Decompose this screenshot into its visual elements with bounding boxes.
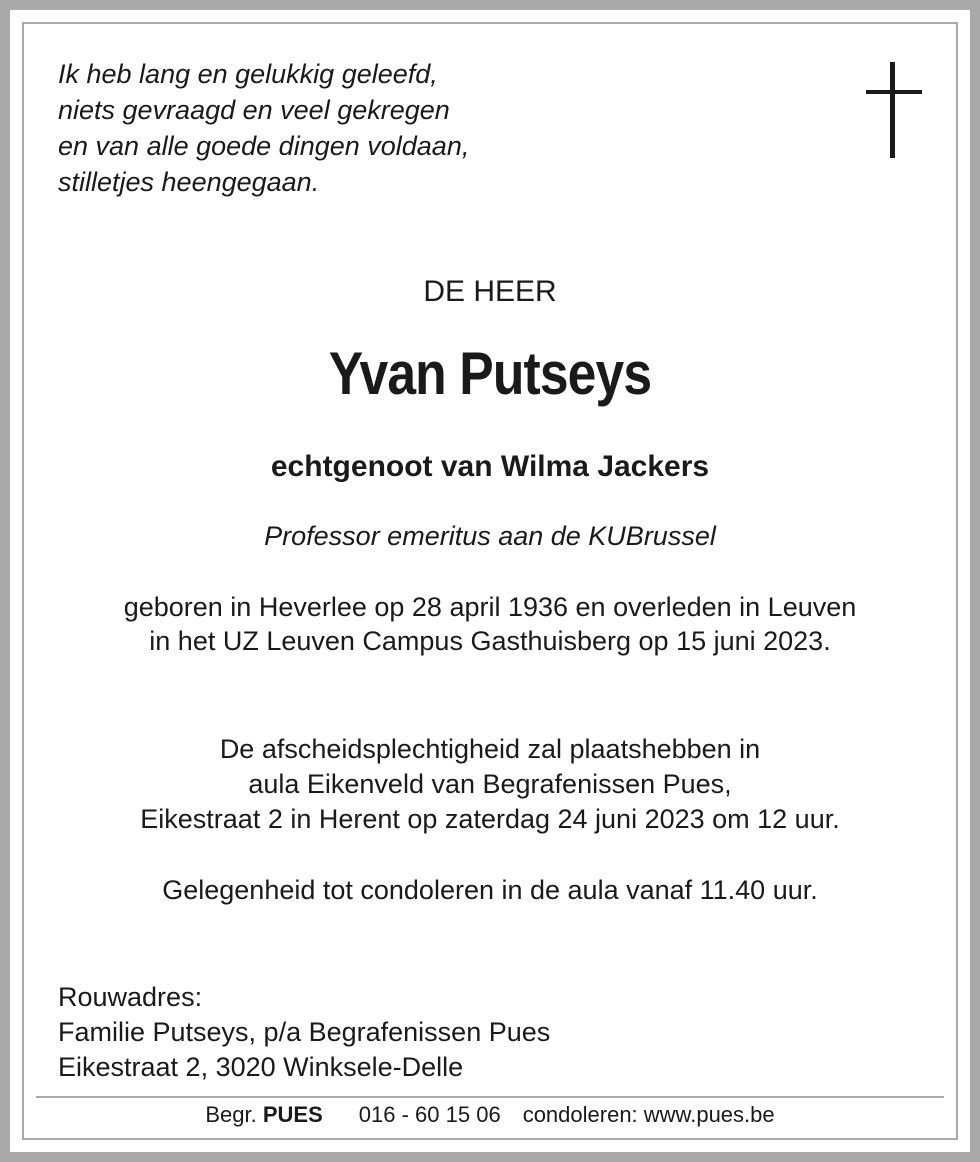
- ceremony-paragraph: [0, 732, 980, 837]
- ceremony-line: Eikestraat 2 in Herent op zaterdag 24 juni 2023 om 12 uur.: [140, 804, 840, 834]
- profession-line: Professor emeritus aan de KUBrussel: [264, 521, 716, 551]
- footer-prefix: Begr.: [205, 1102, 257, 1127]
- ceremony-line: De afscheidsplechtigheid zal plaatshebben in: [219, 734, 761, 764]
- condolence-time: Gelegenheid tot condoleren in de aula vanaf 11.40 uur.: [162, 875, 818, 905]
- birth-death-line: geboren in Heverlee op 28 april 1936 en overleden in Leuven: [123, 592, 857, 622]
- spouse-line: echtgenoot van Wilma Jackers: [270, 450, 710, 483]
- birth-death-paragraph: [0, 590, 980, 658]
- footer-divider: [36, 1096, 944, 1098]
- footer: [0, 1101, 980, 1129]
- poem-line: stilletjes heengegaan.: [58, 167, 320, 197]
- address-line: Rouwadres:: [58, 982, 203, 1012]
- address-line: Familie Putseys, p/a Begrafenissen Pues: [58, 1017, 551, 1047]
- poem-line: Ik heb lang en gelukkig geleefd,: [58, 59, 438, 89]
- footer-condolence-link[interactable]: condoleren: www.pues.be: [522, 1102, 775, 1127]
- deceased-title: DE HEER: [423, 275, 557, 308]
- poem: [58, 56, 469, 200]
- funeral-home-name: PUES: [262, 1102, 323, 1127]
- mourning-address: [58, 980, 550, 1085]
- deceased-name: Yvan Putseys: [328, 340, 652, 407]
- ceremony-line: aula Eikenveld van Begrafenissen Pues,: [248, 769, 732, 799]
- cross-vertical-bar: [890, 62, 895, 158]
- birth-death-line: in het UZ Leuven Campus Gasthuisberg op 15 juni 2023.: [149, 626, 831, 656]
- cross-horizontal-bar: [866, 90, 922, 94]
- poem-line: en van alle goede dingen voldaan,: [58, 131, 470, 161]
- address-line: Eikestraat 2, 3020 Winksele-Delle: [58, 1052, 464, 1082]
- footer-phone: 016 - 60 15 06: [358, 1102, 501, 1127]
- cross-icon: [866, 62, 922, 158]
- poem-line: niets gevraagd en veel gekregen: [58, 95, 450, 125]
